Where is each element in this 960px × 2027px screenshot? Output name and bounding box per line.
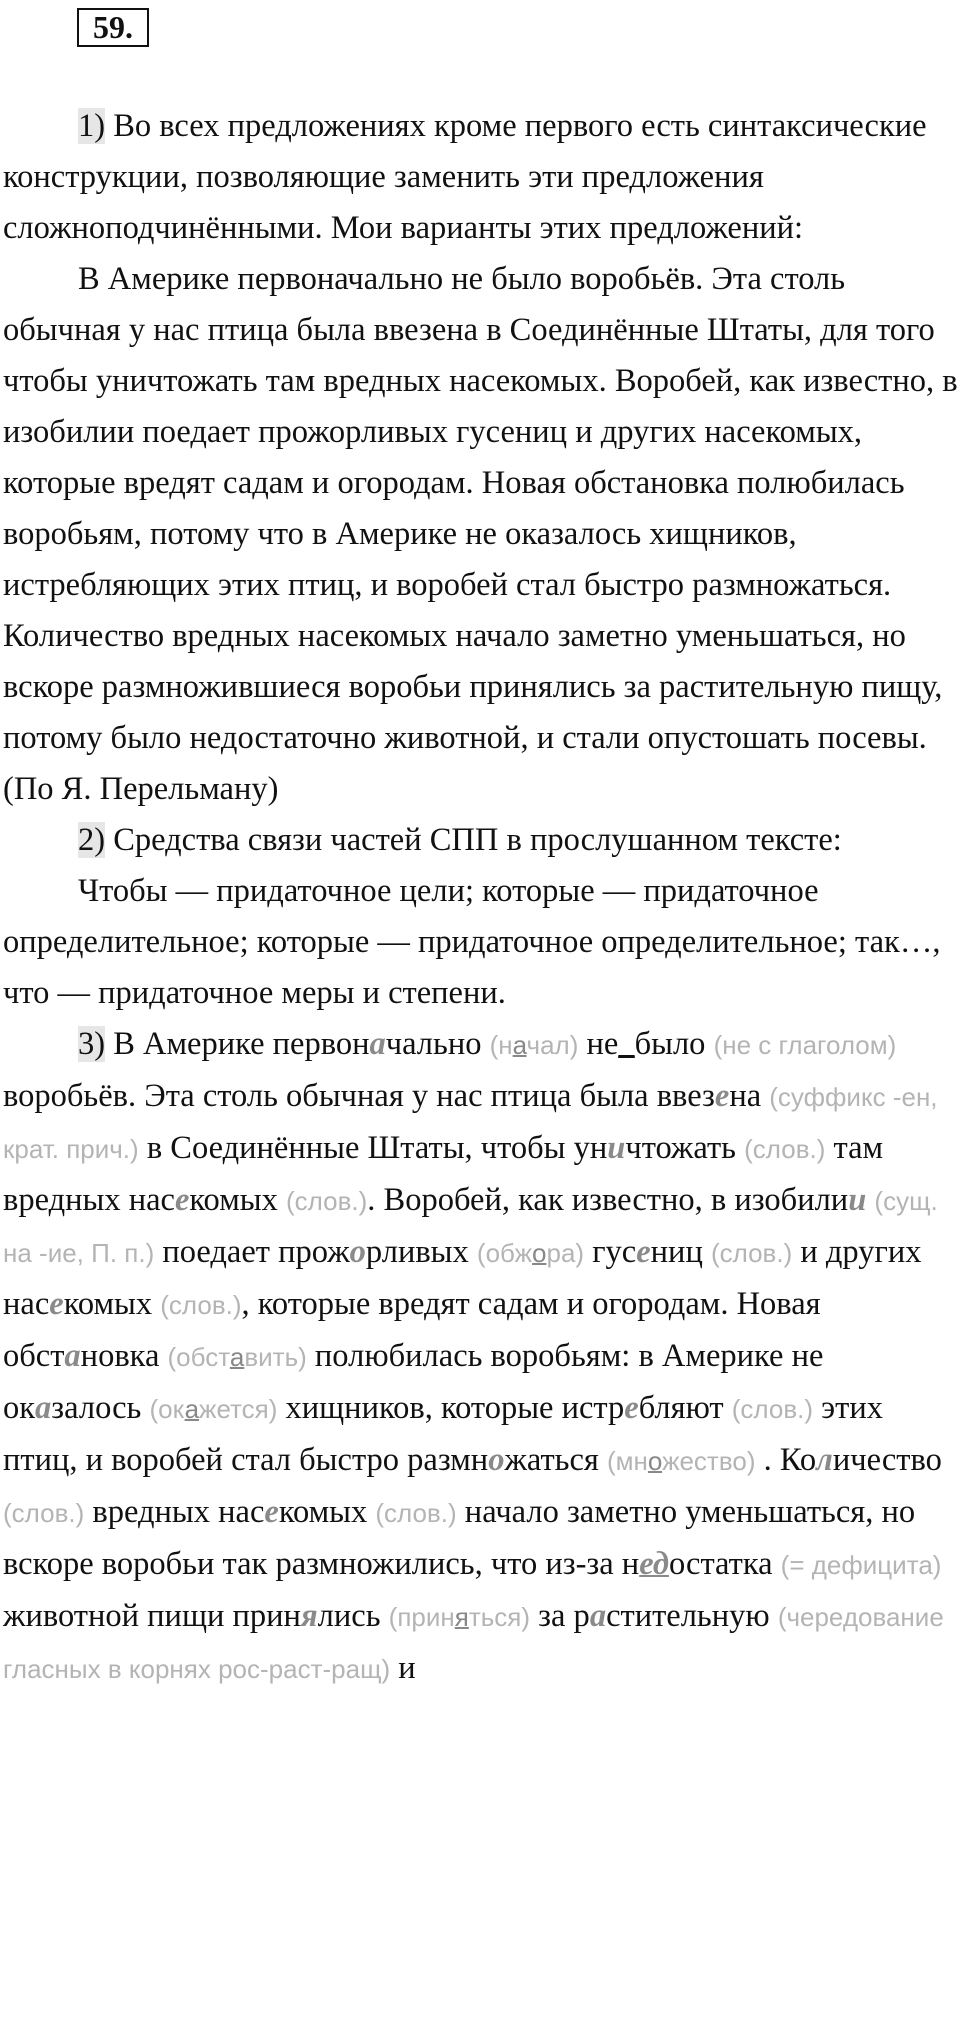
vowel-mark: е xyxy=(714,1078,730,1114)
hint: (слов.) xyxy=(710,1238,793,1268)
item-number-3: 3) xyxy=(78,1026,106,1062)
vowel-mark: е xyxy=(636,1234,651,1270)
word-text: . Ко xyxy=(755,1442,817,1478)
hint-underlined: а xyxy=(184,1394,200,1424)
hint-underlined: о xyxy=(647,1446,663,1476)
hint: (слов.) xyxy=(744,1134,826,1164)
word-text: животной пищи прин xyxy=(3,1598,301,1634)
word-text: лись xyxy=(317,1598,389,1634)
word-text: чально xyxy=(385,1026,490,1062)
word-text: гус xyxy=(584,1234,637,1270)
hint: (слов.) xyxy=(375,1498,457,1528)
word-text: залось xyxy=(51,1390,150,1426)
hint xyxy=(477,1238,584,1268)
hint-underlined: а xyxy=(512,1030,527,1060)
vowel-mark: е xyxy=(49,1286,64,1322)
hint-underlined: о xyxy=(532,1238,547,1268)
word-text: рливых xyxy=(365,1234,477,1270)
word-text: новка xyxy=(80,1338,168,1374)
hint: (слов.) xyxy=(3,1498,85,1528)
word-text: он xyxy=(335,1026,370,1062)
word-text: . Воробей, как известно, в изобили xyxy=(367,1182,849,1218)
vowel-mark: и xyxy=(607,1130,626,1166)
hint: (= дефицита) xyxy=(780,1550,942,1580)
word-text: на xyxy=(729,1078,770,1114)
hint xyxy=(150,1394,278,1424)
word-text: за р xyxy=(530,1598,590,1634)
hint-part: ться) xyxy=(468,1602,531,1632)
word-text: хищников, которые истр xyxy=(277,1390,625,1426)
word-text: бляют xyxy=(638,1390,732,1426)
word-text: комых xyxy=(278,1494,376,1530)
word-text: ичество xyxy=(832,1442,942,1478)
hint-part: вить) xyxy=(244,1342,307,1372)
hint xyxy=(168,1342,307,1372)
vowel-mark: о xyxy=(488,1442,505,1478)
paragraph-1-intro xyxy=(3,101,960,254)
vowel-mark: ед xyxy=(639,1546,669,1582)
word-text: поедает прож xyxy=(154,1234,350,1270)
word-text: в Соединённые Штаты, чтобы ун xyxy=(138,1130,608,1166)
paragraph-1-text: В Америке первоначально не было воробьёв. Эта столь обычная у нас птица была ввезена в Соединённые Штаты, для того чтобы уничтожать там вредных насекомых. Воробей, как известно, в изобилии поедает прожорливых гусениц и других насекомых, которые вредят садам и огородам. Новая обстановка полюбилась воробьям, потому что в Америке не оказалось хищников, истребляющих этих птиц, и воробей стал быстро размножаться. Количество вредных насекомых начало заметно уменьшаться, но вскоре размножившиеся воробьи принялись за растительную пищу, потому было недостаточно животной, и стали опустошать посевы. (По Я. Перельману) xyxy=(3,261,958,807)
paragraph-3 xyxy=(3,1019,960,1695)
hint: (чередование гласных в корнях рос-раст-ращ) xyxy=(3,1602,944,1684)
item-number-2: 2) xyxy=(78,822,106,858)
word-text: комых xyxy=(63,1286,161,1322)
word-text: не xyxy=(578,1026,619,1062)
paragraph-2-intro xyxy=(3,815,960,866)
hint: (не с глаголом) xyxy=(713,1030,897,1060)
word-text: вредных нас xyxy=(84,1494,265,1530)
word-text: и других нас xyxy=(3,1234,922,1322)
word-text: , которые вредят садам и огородам. Новая обст xyxy=(3,1286,821,1374)
word-text: жаться xyxy=(504,1442,607,1478)
hint xyxy=(490,1030,579,1060)
item-1-intro: Во всех предложениях кроме первого есть синтаксические конструкции, позволяющие заменить эти предложения сложноподчинёнными. Мои варианты этих предложений: xyxy=(3,108,927,246)
hint-part: жется) xyxy=(199,1394,278,1424)
word-text: ниц xyxy=(650,1234,711,1270)
paragraph-2-text: Чтобы — придаточное цели; которые — придаточное определительное; которые — придаточное определительное; так…, что — придаточное меры и степени. xyxy=(3,873,941,1011)
item-number-1: 1) xyxy=(78,108,106,144)
task-number: 59. xyxy=(77,8,149,47)
word-text: было xyxy=(634,1026,714,1062)
hint: (сущ. на -ие, П. п.) xyxy=(3,1186,938,1268)
word-text: стительную xyxy=(606,1598,778,1634)
hint: (слов.) xyxy=(285,1186,368,1216)
hint-underlined: я xyxy=(454,1602,469,1632)
word-text: этих птиц, и воробей стал быстро размн xyxy=(3,1390,883,1478)
word-text: полюбилась воробьям: в Америке не ок xyxy=(3,1338,824,1426)
word-text: чтожать xyxy=(625,1130,745,1166)
vowel-mark: я xyxy=(300,1598,318,1634)
vowel-mark: е xyxy=(264,1494,279,1530)
vowel-mark: а xyxy=(369,1026,386,1062)
hint-part: (н xyxy=(489,1030,513,1060)
word-text: начало заметно уменьшаться, но вскоре воробьи так размножились, что из-за н xyxy=(3,1494,916,1582)
vowel-mark: е xyxy=(624,1390,639,1426)
hint-part: жество) xyxy=(662,1446,756,1476)
vowel-mark: и xyxy=(848,1182,867,1218)
vowel-mark: о xyxy=(349,1234,366,1270)
vowel-mark: л xyxy=(816,1442,833,1478)
vowel-mark: а xyxy=(589,1598,607,1634)
word-text: воробьёв. Эта столь обычная у нас птица была ввез xyxy=(3,1078,715,1114)
answer-text xyxy=(3,101,960,1695)
vowel-mark: а xyxy=(35,1390,52,1426)
hint-part: (ок xyxy=(149,1394,185,1424)
hint-part: (прин xyxy=(388,1602,455,1632)
hint-part: ра) xyxy=(546,1238,585,1268)
hint-underlined: а xyxy=(229,1342,245,1372)
hint-part: (обж xyxy=(476,1238,533,1268)
hint-part: чал) xyxy=(526,1030,579,1060)
hint: (слов.) xyxy=(160,1290,242,1320)
vowel-mark: а xyxy=(64,1338,81,1374)
hint: (слов.) xyxy=(731,1394,814,1424)
vowel-mark: е xyxy=(174,1182,190,1218)
word-text: комых xyxy=(189,1182,286,1218)
hint: (суффикс -ен, крат. прич.) xyxy=(3,1082,938,1164)
item-2-intro: Средства связи частей СПП в прослушанном тексте: xyxy=(105,822,842,858)
hint-part: (мн xyxy=(607,1446,648,1476)
word-text: и xyxy=(390,1650,416,1686)
word-text: остатка xyxy=(668,1546,781,1582)
hint xyxy=(389,1602,530,1632)
hint xyxy=(607,1446,755,1476)
word-text: В Америке перв xyxy=(105,1026,336,1062)
hint-part: (обст xyxy=(167,1342,230,1372)
gap-mark: _ xyxy=(618,1026,635,1062)
word-text: там вредных нас xyxy=(3,1130,884,1218)
